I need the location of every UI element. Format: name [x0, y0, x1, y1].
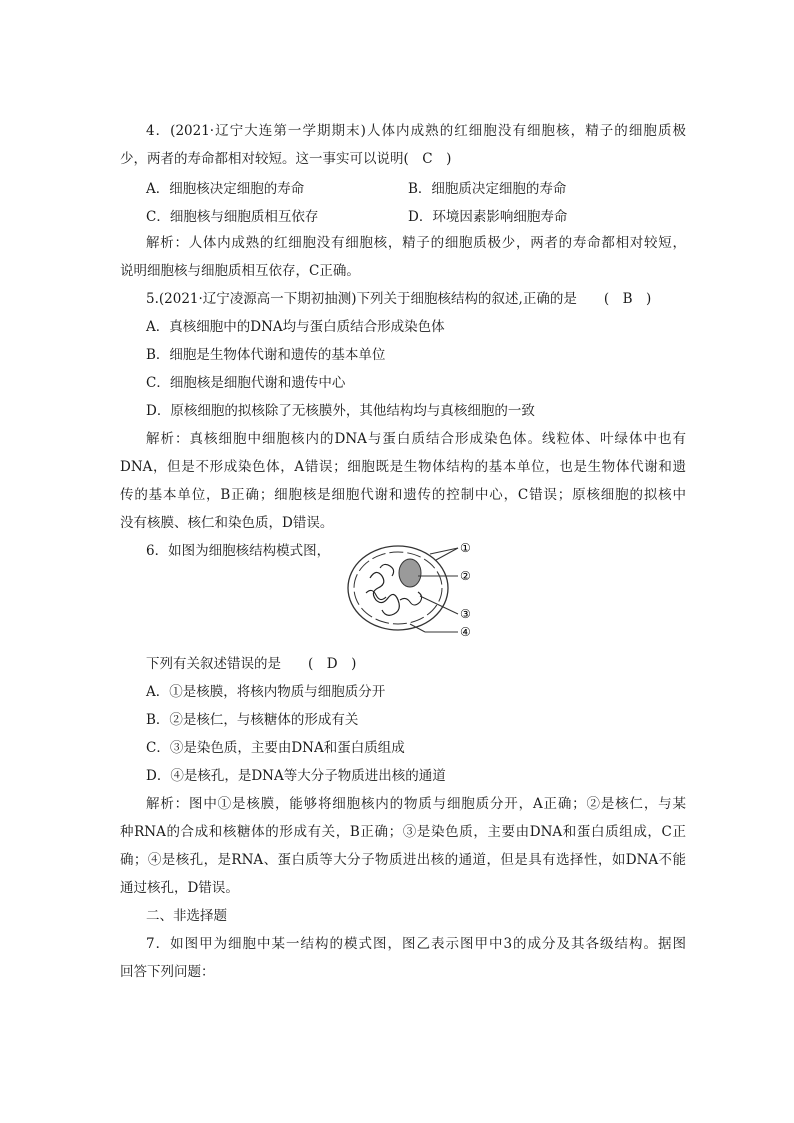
q6-option-a: A．①是核膜，将核内物质与细胞质分开 [146, 684, 386, 700]
q5-option-a: A．真核细胞中的DNA均与蛋白质结合形成染色体 [146, 319, 445, 335]
nuclear-envelope-outer [348, 546, 448, 630]
q5-analysis-line3: 传的基本单位，B正确；细胞核是细胞代谢和遗传的控制中心，C错误；原核细胞的拟核中 [120, 487, 686, 503]
label-1: ① [460, 541, 471, 555]
q4-stem-line1: 4．(2021·辽宁大连第一学期期末)人体内成熟的红细胞没有细胞核，精子的细胞质极 [146, 123, 686, 139]
pointer-1b [430, 548, 458, 554]
q6-option-b: B．②是核仁，与核糖体的形成有关 [146, 712, 359, 728]
q5-analysis-line1: 解析：真核细胞中细胞核内的DNA与蛋白质结合形成染色体。线粒体、叶绿体中也有 [146, 431, 686, 447]
section2-title: 二、非选择题 [146, 908, 227, 924]
q5-analysis-line4: 没有核膜、核仁和染色质，D错误。 [120, 515, 334, 531]
q6-analysis-line2: 种RNA的合成和核糖体的形成有关，B正确；③是染色质，主要由DNA和蛋白质组成，C正 [120, 824, 686, 840]
q6-analysis-line4: 通过核孔，D错误。 [120, 880, 239, 896]
q4-option-b: B．细胞质决定细胞的寿命 [408, 181, 567, 197]
q6-analysis-line3: 确；④是核孔，是RNA、蛋白质等大分子物质进出核的通道，但是具有选择性，如DNA不能 [120, 852, 686, 868]
q5-stem: 5.(2021·辽宁凌源高一下期初抽测)下列关于细胞核结构的叙述,正确的是 ( B ) [146, 291, 652, 307]
q5-option-d: D．原核细胞的拟核除了无核膜外，其他结构均与真核细胞的一致 [146, 403, 535, 419]
chromatin-strands-2 [400, 592, 422, 605]
q6-option-d: D．④是核孔，是DNA等大分子物质进出核的通道 [146, 768, 446, 784]
q7-stem-line2: 回答下列问题： [120, 964, 215, 980]
q4-option-a: A．细胞核决定细胞的寿命 [146, 181, 305, 197]
q5-option-b: B．细胞是生物体代谢和遗传的基本单位 [146, 347, 386, 363]
nucleolus [399, 559, 421, 587]
nuclear-envelope-inner [354, 552, 442, 624]
chromatin-strands [366, 564, 394, 599]
nucleus-diagram [340, 538, 490, 643]
q6-option-c: C．③是染色质，主要由DNA和蛋白质组成 [146, 740, 405, 756]
q4-option-c: C．细胞核与细胞质相互依存 [146, 209, 319, 225]
pointer-1a [436, 548, 458, 560]
label-3: ③ [460, 607, 471, 621]
label-4: ④ [460, 625, 471, 639]
q6-intro: 6．如图为细胞核结构模式图， [146, 543, 331, 559]
q5-analysis-line2: DNA，但是不形成染色体，A错误；细胞既是生物体结构的基本单位，也是生物体代谢和遗 [120, 459, 686, 475]
q6-analysis-line1: 解析：图中①是核膜，能够将细胞核内的物质与细胞质分开，A正确；②是核仁，与某 [146, 796, 686, 812]
chromatin [370, 572, 399, 615]
label-2: ② [460, 569, 471, 583]
q4-stem-line2: 少，两者的寿命都相对较短。这一事实可以说明( C ) [120, 151, 452, 167]
q4-analysis-line1: 解析：人体内成熟的红细胞没有细胞核，精子的细胞质极少，两者的寿命都相对较短， [146, 235, 686, 251]
q6-stem: 下列有关叙述错误的是 ( D ) [146, 656, 357, 672]
q5-option-c: C．细胞核是细胞代谢和遗传中心 [146, 375, 346, 391]
q7-stem-line1: 7．如图甲为细胞中某一结构的模式图，图乙表示图甲中3的成分及其各级结构。据图 [146, 936, 686, 952]
q4-option-d: D．环境因素影响细胞寿命 [408, 209, 568, 225]
q4-analysis-line2: 说明细胞核与细胞质相互依存，C正确。 [120, 263, 360, 279]
